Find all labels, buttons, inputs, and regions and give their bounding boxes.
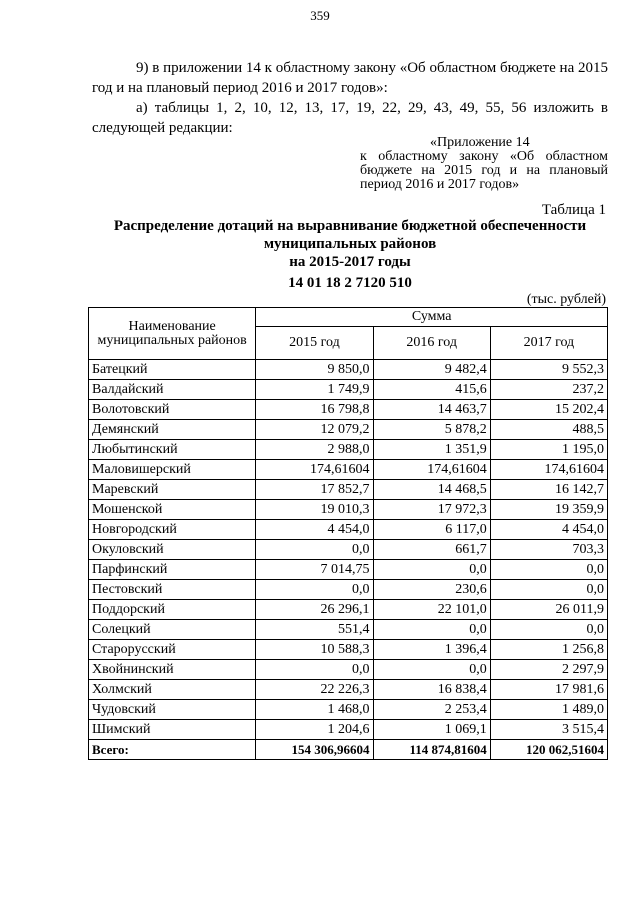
amount-2017: 26 011,9: [490, 600, 607, 620]
amount-2016: 1 069,1: [373, 720, 490, 740]
amount-2016: 1 351,9: [373, 440, 490, 460]
amount-2015: 2 988,0: [256, 440, 373, 460]
amount-2015: 9 850,0: [256, 360, 373, 380]
amount-2016: 17 972,3: [373, 500, 490, 520]
amount-2017: 1 195,0: [490, 440, 607, 460]
amount-2017: 703,3: [490, 540, 607, 560]
amount-2017: 237,2: [490, 380, 607, 400]
table-row: [89, 400, 608, 420]
title-line-3: на 2015-2017 годы: [289, 254, 411, 270]
amount-2016: 0,0: [373, 660, 490, 680]
amount-2017: 1 489,0: [490, 700, 607, 720]
table-row: [89, 640, 608, 660]
header-year-2015: 2015 год: [256, 327, 373, 360]
district-name: Демянский: [89, 420, 256, 440]
amount-2017: 0,0: [490, 620, 607, 640]
units-label: (тыс. рублей): [526, 292, 606, 307]
district-name: Холмский: [89, 680, 256, 700]
amount-2016: 415,6: [373, 380, 490, 400]
amount-2015: 26 296,1: [256, 600, 373, 620]
subsidy-table: [88, 307, 608, 760]
table-row: [89, 360, 608, 380]
district-name: Окуловский: [89, 540, 256, 560]
table-row-total: [89, 740, 608, 760]
amount-2017: 15 202,4: [490, 400, 607, 420]
amount-2015: 551,4: [256, 620, 373, 640]
district-name: Валдайский: [89, 380, 256, 400]
table-row: [89, 680, 608, 700]
amount-2016: 14 468,5: [373, 480, 490, 500]
amount-2017: 17 981,6: [490, 680, 607, 700]
district-name: Мошенской: [89, 500, 256, 520]
amount-2016: 2 253,4: [373, 700, 490, 720]
district-name: Маловишерский: [89, 460, 256, 480]
amount-2017: 9 552,3: [490, 360, 607, 380]
amount-2017: 4 454,0: [490, 520, 607, 540]
table-row: [89, 600, 608, 620]
table-row: [89, 560, 608, 580]
district-name: Чудовский: [89, 700, 256, 720]
header-year-2017: 2017 год: [490, 327, 607, 360]
table-row: [89, 520, 608, 540]
amount-2017: 120 062,51604: [490, 740, 607, 760]
table-row: [89, 720, 608, 740]
table-row: [89, 620, 608, 640]
table-row: [89, 580, 608, 600]
appendix-reference: [360, 136, 608, 192]
district-name: Шимский: [89, 720, 256, 740]
title-line-1: Распределение дотаций на выравнивание бюджетной обеспеченности: [113, 218, 587, 234]
budget-code: 14 01 18 2 7120 510: [288, 275, 412, 291]
header-year-2016: 2016 год: [373, 327, 490, 360]
amount-2017: 3 515,4: [490, 720, 607, 740]
amount-2016: 1 396,4: [373, 640, 490, 660]
amount-2016: 5 878,2: [373, 420, 490, 440]
total-label: Всего:: [89, 740, 256, 760]
amount-2015: 1 749,9: [256, 380, 373, 400]
table-body: [89, 360, 608, 760]
amount-2016: 9 482,4: [373, 360, 490, 380]
amount-2015: 1 204,6: [256, 720, 373, 740]
table-label: Таблица 1: [541, 202, 606, 218]
amount-2015: 0,0: [256, 540, 373, 560]
amount-2017: 16 142,7: [490, 480, 607, 500]
table-row: [89, 480, 608, 500]
amount-2015: 16 798,8: [256, 400, 373, 420]
amount-2017: 0,0: [490, 580, 607, 600]
table-row: [89, 700, 608, 720]
amount-2016: 661,7: [373, 540, 490, 560]
amount-2017: 2 297,9: [490, 660, 607, 680]
amount-2015: 12 079,2: [256, 420, 373, 440]
table-title: [92, 217, 608, 271]
amount-2015: 17 852,7: [256, 480, 373, 500]
amount-2016: 174,61604: [373, 460, 490, 480]
amount-2016: 230,6: [373, 580, 490, 600]
amount-2016: 6 117,0: [373, 520, 490, 540]
table-row: [89, 540, 608, 560]
amount-2015: 19 010,3: [256, 500, 373, 520]
amount-2016: 0,0: [373, 620, 490, 640]
title-line-2: муниципальных районов: [263, 236, 437, 252]
amount-2015: 174,61604: [256, 460, 373, 480]
table-row: [89, 460, 608, 480]
amount-2015: 10 588,3: [256, 640, 373, 660]
amount-2016: 0,0: [373, 560, 490, 580]
district-name: Поддорский: [89, 600, 256, 620]
district-name: Новгородский: [89, 520, 256, 540]
amount-2015: 4 454,0: [256, 520, 373, 540]
table-row: [89, 500, 608, 520]
district-name: Маревский: [89, 480, 256, 500]
amount-2017: 0,0: [490, 560, 607, 580]
header-name: Наименование муниципальных районов: [89, 308, 256, 360]
amount-2016: 14 463,7: [373, 400, 490, 420]
district-name: Волотовский: [89, 400, 256, 420]
amount-2015: 1 468,0: [256, 700, 373, 720]
amount-2015: 7 014,75: [256, 560, 373, 580]
appendix-line-2: к областному закону «Об областном бюджете на 2015 год и на плановый период 2016 и 2017 годов»: [360, 149, 608, 192]
district-name: Любытинский: [89, 440, 256, 460]
amount-2016: 16 838,4: [373, 680, 490, 700]
amount-2015: 22 226,3: [256, 680, 373, 700]
district-name: Хвойнинский: [89, 660, 256, 680]
table-row: [89, 440, 608, 460]
amount-2015: 0,0: [256, 580, 373, 600]
district-name: Старорусский: [89, 640, 256, 660]
district-name: Парфинский: [89, 560, 256, 580]
district-name: Солецкий: [89, 620, 256, 640]
appendix-line-1: «Приложение 14: [430, 135, 530, 150]
amount-2016: 22 101,0: [373, 600, 490, 620]
amount-2017: 1 256,8: [490, 640, 607, 660]
amount-2017: 19 359,9: [490, 500, 607, 520]
amount-2015: 154 306,96604: [256, 740, 373, 760]
district-name: Батецкий: [89, 360, 256, 380]
page-number: 359: [310, 8, 330, 23]
header-sum: Сумма: [256, 308, 608, 327]
table-row: [89, 420, 608, 440]
table-row: [89, 660, 608, 680]
amount-2016: 114 874,81604: [373, 740, 490, 760]
table-row: [89, 380, 608, 400]
intro-paragraph-1: 9) в приложении 14 к областному закону «Об областном бюджете на 2015 год и на плановый период 2016 и 2017 годов»:: [92, 60, 608, 96]
intro-paragraph-2: а) таблицы 1, 2, 10, 12, 13, 17, 19, 22, 29, 43, 49, 55, 56 изложить в следующей редакции:: [92, 100, 608, 136]
amount-2017: 488,5: [490, 420, 607, 440]
district-name: Пестовский: [89, 580, 256, 600]
amount-2017: 174,61604: [490, 460, 607, 480]
amount-2015: 0,0: [256, 660, 373, 680]
